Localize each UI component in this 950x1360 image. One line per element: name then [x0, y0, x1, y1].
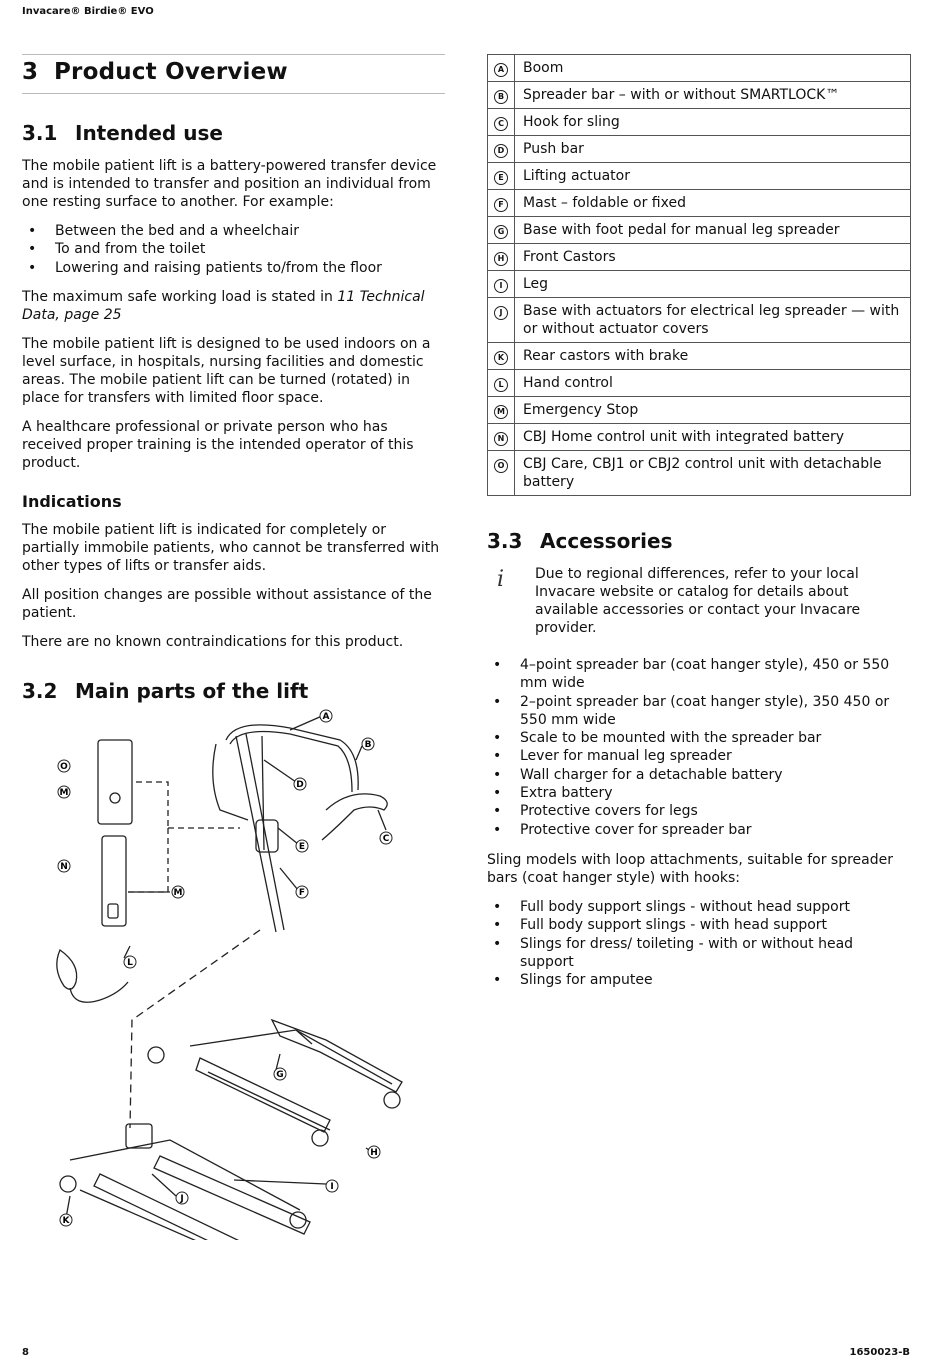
table-row [488, 109, 911, 136]
part-key-cell [488, 244, 515, 271]
table-row [488, 298, 911, 343]
svg-text:L: L [127, 958, 133, 968]
part-label-cell: Rear castors with brake [515, 343, 911, 370]
part-key-cell [488, 55, 515, 82]
hand-control-drawing [57, 950, 77, 989]
part-label-cell: Lifting actuator [515, 163, 911, 190]
svg-text:I: I [330, 1182, 334, 1192]
callout-E [296, 840, 308, 852]
svg-text:H: H [370, 1148, 378, 1158]
info-note-text: Due to regional differences, refer to your local Invacare website or catalog for details about available accessories or contact your Invacare provider. [535, 566, 861, 636]
section-title-intended-use [22, 121, 445, 145]
part-key-cell [488, 217, 515, 244]
chapter-number: 3 [22, 59, 39, 85]
section-number: 3.2 [22, 678, 58, 703]
part-key-cell [488, 271, 515, 298]
part-key-cell [488, 190, 515, 217]
list-item: • Protective cover for spreader bar [487, 821, 911, 839]
svg-text:C: C [382, 834, 390, 844]
chapter-title [22, 59, 445, 85]
part-label-cell: Hook for sling [515, 109, 911, 136]
paragraph: All position changes are possible without assistance of the patient. [22, 586, 432, 621]
part-key-badge: N [494, 432, 508, 446]
part-key-badge: O [494, 459, 508, 473]
list-item: • Wall charger for a detachable battery [487, 766, 911, 784]
subheading-indications: Indications [22, 491, 122, 511]
callout-I [326, 1180, 338, 1192]
part-key-cell [488, 370, 515, 397]
part-label-cell: Spreader bar – with or without SMARTLOCK™ [515, 82, 911, 109]
table-row [488, 370, 911, 397]
info-note [487, 565, 911, 637]
part-label-cell: Leg [515, 271, 911, 298]
part-label-cell: Mast – foldable or fixed [515, 190, 911, 217]
part-label-cell: Push bar [515, 136, 911, 163]
parts-table [487, 54, 911, 496]
sling-models-list [487, 898, 911, 989]
callout-O [58, 760, 70, 772]
callout-L [124, 956, 136, 968]
callout-N [58, 860, 70, 872]
part-key-badge: C [494, 117, 508, 131]
part-key-cell [488, 82, 515, 109]
chapter-title-text: Product Overview [54, 59, 288, 85]
part-key-badge: D [494, 144, 508, 158]
control-unit-drawing [98, 740, 132, 824]
svg-text:O: O [60, 762, 68, 772]
part-label-cell: Base with foot pedal for manual leg spreader [515, 217, 911, 244]
table-row [488, 136, 911, 163]
callout-K [60, 1214, 72, 1226]
callout-J [176, 1192, 188, 1204]
svg-text:N: N [60, 862, 68, 872]
part-key-badge: I [494, 279, 508, 293]
section-divider [22, 54, 445, 55]
right-column [487, 54, 911, 989]
part-key-badge: K [494, 351, 508, 365]
part-key-badge: J [494, 306, 508, 320]
callout-D [294, 778, 306, 790]
callout-A [320, 710, 332, 722]
paragraph-safe-load [22, 288, 445, 324]
mast-drawing [236, 734, 284, 932]
callout-M-2 [172, 886, 184, 898]
part-key-badge: F [494, 198, 508, 212]
list-item: • Slings for amputee [487, 971, 911, 989]
part-key-badge: G [494, 225, 508, 239]
running-header: Invacare® Birdie® EVO [22, 6, 154, 17]
list-item: • Full body support slings - without head support [487, 898, 911, 916]
list-item: • Slings for dress/ toileting - with or without head support [487, 935, 911, 972]
list-item: • 2–point spreader bar (coat hanger style), 350 450 or 550 mm wide [487, 693, 911, 730]
parts-table-body [488, 55, 911, 496]
callout-B [362, 738, 374, 750]
table-row [488, 271, 911, 298]
part-key-badge: B [494, 90, 508, 104]
paragraph: The mobile patient lift is designed to be used indoors on a level surface, in hospitals, nursing facilities and domestic areas. The mobile patient lift can be turned (rotated) in place for transfers with limited floor space. [22, 335, 431, 406]
info-icon: i [497, 567, 505, 592]
paragraph-text: The maximum safe working load is stated in [22, 288, 338, 305]
part-key-cell [488, 163, 515, 190]
svg-text:B: B [364, 740, 372, 750]
svg-text:M: M [173, 888, 183, 898]
list-item: • To and from the toilet [22, 240, 445, 258]
svg-text:G: G [276, 1070, 284, 1080]
section-title-text: Main parts of the lift [75, 678, 309, 703]
table-row [488, 217, 911, 244]
part-key-cell [488, 451, 515, 496]
section-number: 3.1 [22, 121, 58, 145]
lift-parts-figure [40, 700, 440, 1240]
part-label-cell: CBJ Home control unit with integrated battery [515, 424, 911, 451]
callout-F [296, 886, 308, 898]
table-row [488, 424, 911, 451]
svg-text:J: J [180, 1194, 184, 1204]
list-item: • Protective covers for legs [487, 802, 911, 820]
part-label-cell: Boom [515, 55, 911, 82]
part-key-badge: A [494, 63, 508, 77]
part-key-cell [488, 424, 515, 451]
list-item: • Extra battery [487, 784, 911, 802]
cross-reference-link[interactable]: 11 Technical Data, page 25 [22, 288, 425, 323]
part-label-cell: Base with actuators for electrical leg spreader — with or without actuator covers [515, 298, 911, 343]
part-key-badge: L [494, 378, 508, 392]
paragraph: The mobile patient lift is indicated for completely or partially immobile patients, who cannot be transferred with other types of lifts or transfer aids. [22, 521, 440, 574]
table-row [488, 244, 911, 271]
list-item: • Lowering and raising patients to/from the floor [22, 259, 445, 277]
list-item: • 4–point spreader bar (coat hanger style), 450 or 550 mm wide [487, 656, 911, 693]
left-column [22, 54, 445, 703]
document-id: 1650023-B [849, 1347, 910, 1358]
part-key-cell [488, 109, 515, 136]
svg-text:K: K [62, 1216, 70, 1226]
callout-M [58, 786, 70, 798]
svg-text:M: M [59, 788, 69, 798]
battery-unit-drawing [102, 836, 126, 926]
part-label-cell: CBJ Care, CBJ1 or CBJ2 control unit with detachable battery [515, 451, 911, 496]
table-row [488, 343, 911, 370]
part-label-cell: Front Castors [515, 244, 911, 271]
paragraph-slings: Sling models with loop attachments, suitable for spreader bars (coat hanger style) with hooks: [487, 851, 893, 886]
table-row [488, 397, 911, 424]
part-key-cell [488, 397, 515, 424]
list-item: • Between the bed and a wheelchair [22, 222, 445, 240]
paragraph: The mobile patient lift is a battery-powered transfer device and is intended to transfer and position an individual from one resting surface to another. For example: [22, 158, 437, 210]
svg-text:A: A [322, 712, 330, 722]
list-item: • Scale to be mounted with the spreader bar [487, 729, 911, 747]
section-number: 3.3 [487, 529, 523, 553]
accessories-list [487, 656, 911, 839]
table-row [488, 190, 911, 217]
svg-text:F: F [298, 888, 306, 898]
page-number: 8 [22, 1347, 29, 1358]
svg-text:D: D [296, 780, 304, 790]
table-row [488, 163, 911, 190]
list-item: • Lever for manual leg spreader [487, 747, 911, 765]
part-key-cell [488, 136, 515, 163]
section-title-accessories [487, 529, 911, 553]
part-label-cell: Hand control [515, 370, 911, 397]
paragraph: There are no known contraindications for this product. [22, 633, 404, 650]
section-title-text: Intended use [75, 121, 223, 145]
part-key-badge: H [494, 252, 508, 266]
table-row [488, 82, 911, 109]
part-key-cell [488, 343, 515, 370]
callout-C [380, 832, 392, 844]
paragraph: A healthcare professional or private person who has received proper training is the intended operator of this product. [22, 418, 414, 471]
part-label-cell: Emergency Stop [515, 397, 911, 424]
part-key-badge: M [494, 405, 508, 419]
callout-G [274, 1068, 286, 1080]
table-row [488, 451, 911, 496]
table-row [488, 55, 911, 82]
section-title-text: Accessories [540, 529, 673, 553]
spreader-bar-drawing [322, 794, 387, 840]
list-item: • Full body support slings - with head support [487, 916, 911, 934]
part-key-badge: E [494, 171, 508, 185]
svg-text:E: E [298, 842, 306, 852]
chapter-title-underline [22, 93, 445, 94]
callout-H [368, 1146, 380, 1158]
usage-examples-list [22, 222, 445, 277]
part-key-cell [488, 298, 515, 343]
